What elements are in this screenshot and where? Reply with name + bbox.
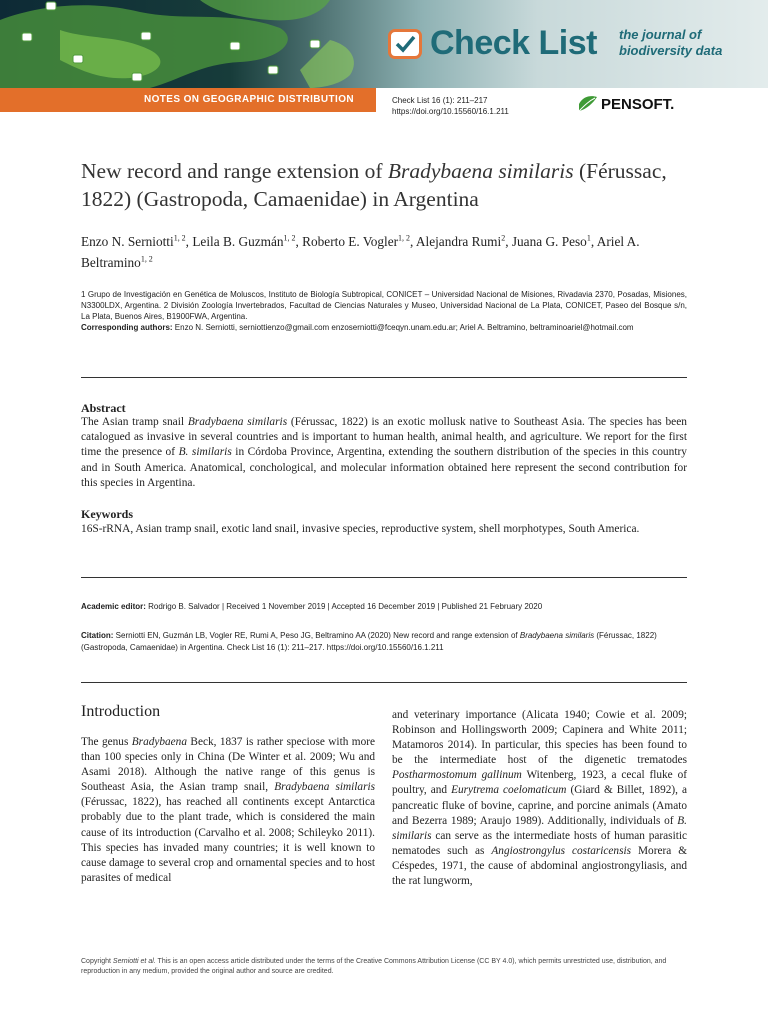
author-affiliation-marker: 1 bbox=[586, 234, 591, 243]
introduction-heading: Introduction bbox=[81, 703, 161, 720]
author-separator: , bbox=[409, 234, 416, 250]
body-column-right bbox=[392, 708, 687, 889]
author-name: Alejandra Rumi bbox=[415, 234, 502, 250]
author-name: Leila B. Guzmán bbox=[192, 234, 284, 250]
abstract-span: The Asian tramp snail bbox=[81, 416, 188, 428]
abstract-heading: Abstract bbox=[81, 401, 126, 415]
article-title bbox=[81, 157, 691, 213]
body-span: Morera & Céspedes, 1971, the cause of abdominal angiostrongyliasis, and the rat lungworm, bbox=[392, 844, 688, 888]
pensoft-leaf-icon bbox=[577, 95, 599, 113]
title-text: New record and range extension of bbox=[81, 159, 388, 183]
editor-dates bbox=[81, 602, 687, 611]
editor-text: Rodrigo B. Salvador | Received 1 November 2019 | Accepted 16 December 2019 | Published 21 February 2020 bbox=[145, 602, 543, 611]
abstract-span: in Córdoba Province, Argentina, extending the southern distribution of the species in this country and in South America. Anatomical, conchological, and molecular information obtained here represent the second contribution for this species in Argentina. bbox=[81, 446, 687, 489]
body-span: (Giard & Billet, 1892), a pancreatic fluke of bovine, caprine, and porcine animals (Amato and Bezerra 1989; Araujo 1989). Additionally, individuals of bbox=[392, 784, 687, 827]
abstract-text bbox=[81, 415, 687, 491]
corresponding-label: Corresponding authors: bbox=[81, 323, 173, 332]
body-column-left bbox=[81, 735, 375, 886]
body-span: (Férussac, 1822), has reached all continents except Antarctica probably due to the plant trade, which is considered the main cause of its introduction (Carvalho et al. 2008; Schileyko 2011). This species has invaded many countries; it is well known to cause damage to several crop and ornamental species and to host parasites of medical bbox=[81, 796, 375, 884]
title-text-end: (Férussac, 1822) (Gastropoda, Camaenidae) in Argentina bbox=[81, 159, 667, 211]
editor-label: Academic editor: bbox=[81, 602, 146, 611]
checkbox-logo-icon bbox=[388, 29, 422, 59]
affiliations bbox=[81, 289, 687, 333]
checklist-logo bbox=[388, 24, 597, 63]
author-list bbox=[81, 230, 691, 271]
author-name: Roberto E. Vogler bbox=[302, 234, 399, 250]
body-italic: Bradybaena bbox=[131, 736, 187, 748]
author-name: Ariel A. Beltramino bbox=[81, 234, 640, 270]
keywords-text: 16S-rRNA, Asian tramp snail, exotic land snail, invasive species, reproductive system, shell morphotypes, South America. bbox=[81, 523, 640, 535]
body-span: can serve as the intermediate hosts of human parasitic nematodes such as bbox=[392, 829, 687, 857]
citation-span: (Férussac, 1822) (Gastropoda, Camaenidae) in Argentina. Check List 16 (1): 211–217. https://doi.org/10.15560/16.1.211 bbox=[81, 631, 657, 652]
body-italic: Postharmostomum gallinum bbox=[392, 769, 522, 782]
body-span: Witenberg, 1923, a cecal fluke of poultry, and bbox=[392, 769, 687, 797]
abstract-span: (Férussac, 1822) is an exotic mollusk native to Southeast Asia. The species has been catalogued as invasive in several countries and is important to human health, animal health, and agriculture. We report for the first time the presence of bbox=[81, 416, 687, 459]
citation bbox=[81, 630, 687, 654]
tagline-line-2: biodiversity data bbox=[619, 43, 723, 58]
author bbox=[512, 234, 597, 249]
copyright-footer bbox=[81, 957, 687, 977]
section-label: NOTES ON GEOGRAPHIC DISTRIBUTION bbox=[144, 94, 355, 105]
divider bbox=[81, 377, 687, 378]
author-affiliation-marker: 1, 2 bbox=[173, 234, 186, 243]
author-separator: , bbox=[185, 234, 193, 250]
doi-link[interactable]: https://doi.org/10.15560/16.1.211 bbox=[392, 107, 509, 116]
body-span: The genus bbox=[81, 736, 132, 748]
author bbox=[81, 234, 192, 249]
body-span: and veterinary importance (Alicata 1940; Cowie et al. 2009; Robinson and Hollingsworth 2009; Capinera and White 2011; Matamoros 2014). In particular, this species has been found to be the intermediate host of the digenetic trematodes bbox=[392, 709, 687, 767]
citation-label: Citation: bbox=[81, 631, 114, 640]
author-separator: , bbox=[590, 234, 597, 250]
abstract-species: Bradybaena similaris bbox=[187, 416, 288, 428]
author bbox=[416, 234, 512, 249]
citation-species: Bradybaena similaris bbox=[519, 631, 595, 640]
keywords-heading: Keywords bbox=[81, 507, 133, 521]
author-affiliation-marker: 1, 2 bbox=[140, 254, 153, 264]
author-affiliation-marker: 2 bbox=[501, 234, 506, 243]
journal-name: Check List bbox=[430, 24, 597, 62]
abstract-species: B. similaris bbox=[178, 446, 232, 459]
author-separator: , bbox=[505, 234, 512, 250]
divider bbox=[81, 682, 687, 683]
section-bar bbox=[0, 88, 376, 112]
footer-italic: Serniotti et al. bbox=[112, 958, 156, 965]
tagline-line-1: the journal of bbox=[619, 27, 702, 42]
author-affiliation-marker: 1, 2 bbox=[283, 234, 296, 243]
journal-volume: Check List 16 (1): 211–217 bbox=[392, 96, 488, 105]
affiliation-text: 1 Grupo de Investigación en Genética de Moluscos, Instituto de Biología Subtropical, CONICET – Universidad Nacional de Misiones, Rivadavia 2370, Posadas, Misiones, N3300LDX, Argentina. 2 División Zoología Invertebrados, Facultad de Ciencias Naturales y Museo, Universidad Nacional de La Plata, CONICET, Paseo del Bosque s/n, La Plata, Buenos Aires, B1900FWA, Argentina. bbox=[81, 290, 687, 321]
journal-banner bbox=[0, 0, 768, 88]
footer-span: This is an open access article distributed under the terms of the Creative Commons Attribution License (CC BY 4.0), which permits unrestricted use, distribution, and reproduction in any medium, provided the original author and source are credited. bbox=[81, 958, 667, 975]
body-italic: B. similaris bbox=[392, 814, 687, 842]
publisher-name: PENSOFT. bbox=[601, 95, 675, 113]
body-italic: Bradybaena similaris bbox=[274, 781, 376, 794]
journal-reference bbox=[392, 95, 509, 117]
footer-span: Copyright bbox=[81, 958, 113, 965]
divider bbox=[81, 577, 687, 578]
author-affiliation-marker: 1, 2 bbox=[398, 234, 410, 243]
body-italic: Eurytrema coelomaticum bbox=[451, 784, 567, 797]
body-italic: Angiostrongylus costaricensis bbox=[491, 844, 632, 857]
pensoft-logo bbox=[577, 95, 674, 113]
corresponding-text: Enzo N. Serniotti, serniottienzo@gmail.com enzoserniotti@fceqyn.unam.edu.ar; Ariel A. Beltramino, beltraminoariel@hotmail.com bbox=[172, 323, 634, 332]
journal-tagline bbox=[619, 27, 722, 59]
author-name: Juana G. Peso bbox=[511, 234, 587, 250]
title-species: Bradybaena similaris bbox=[387, 159, 574, 183]
author-name: Enzo N. Serniotti bbox=[81, 234, 174, 250]
author bbox=[302, 234, 416, 249]
body-span: Beck, 1837 is rather speciose with more than 100 species only in China (De Winter et al. 2009; Wu and Asami 2018). Although the native range of this genus is Southeast Asia, the Asian tramp snail, bbox=[81, 736, 375, 794]
citation-span: Serniotti EN, Guzmán LB, Vogler RE, Rumi A, Peso JG, Beltramino AA (2020) New record and range extension of bbox=[113, 631, 520, 640]
author bbox=[192, 234, 302, 249]
author-separator: , bbox=[295, 234, 303, 250]
